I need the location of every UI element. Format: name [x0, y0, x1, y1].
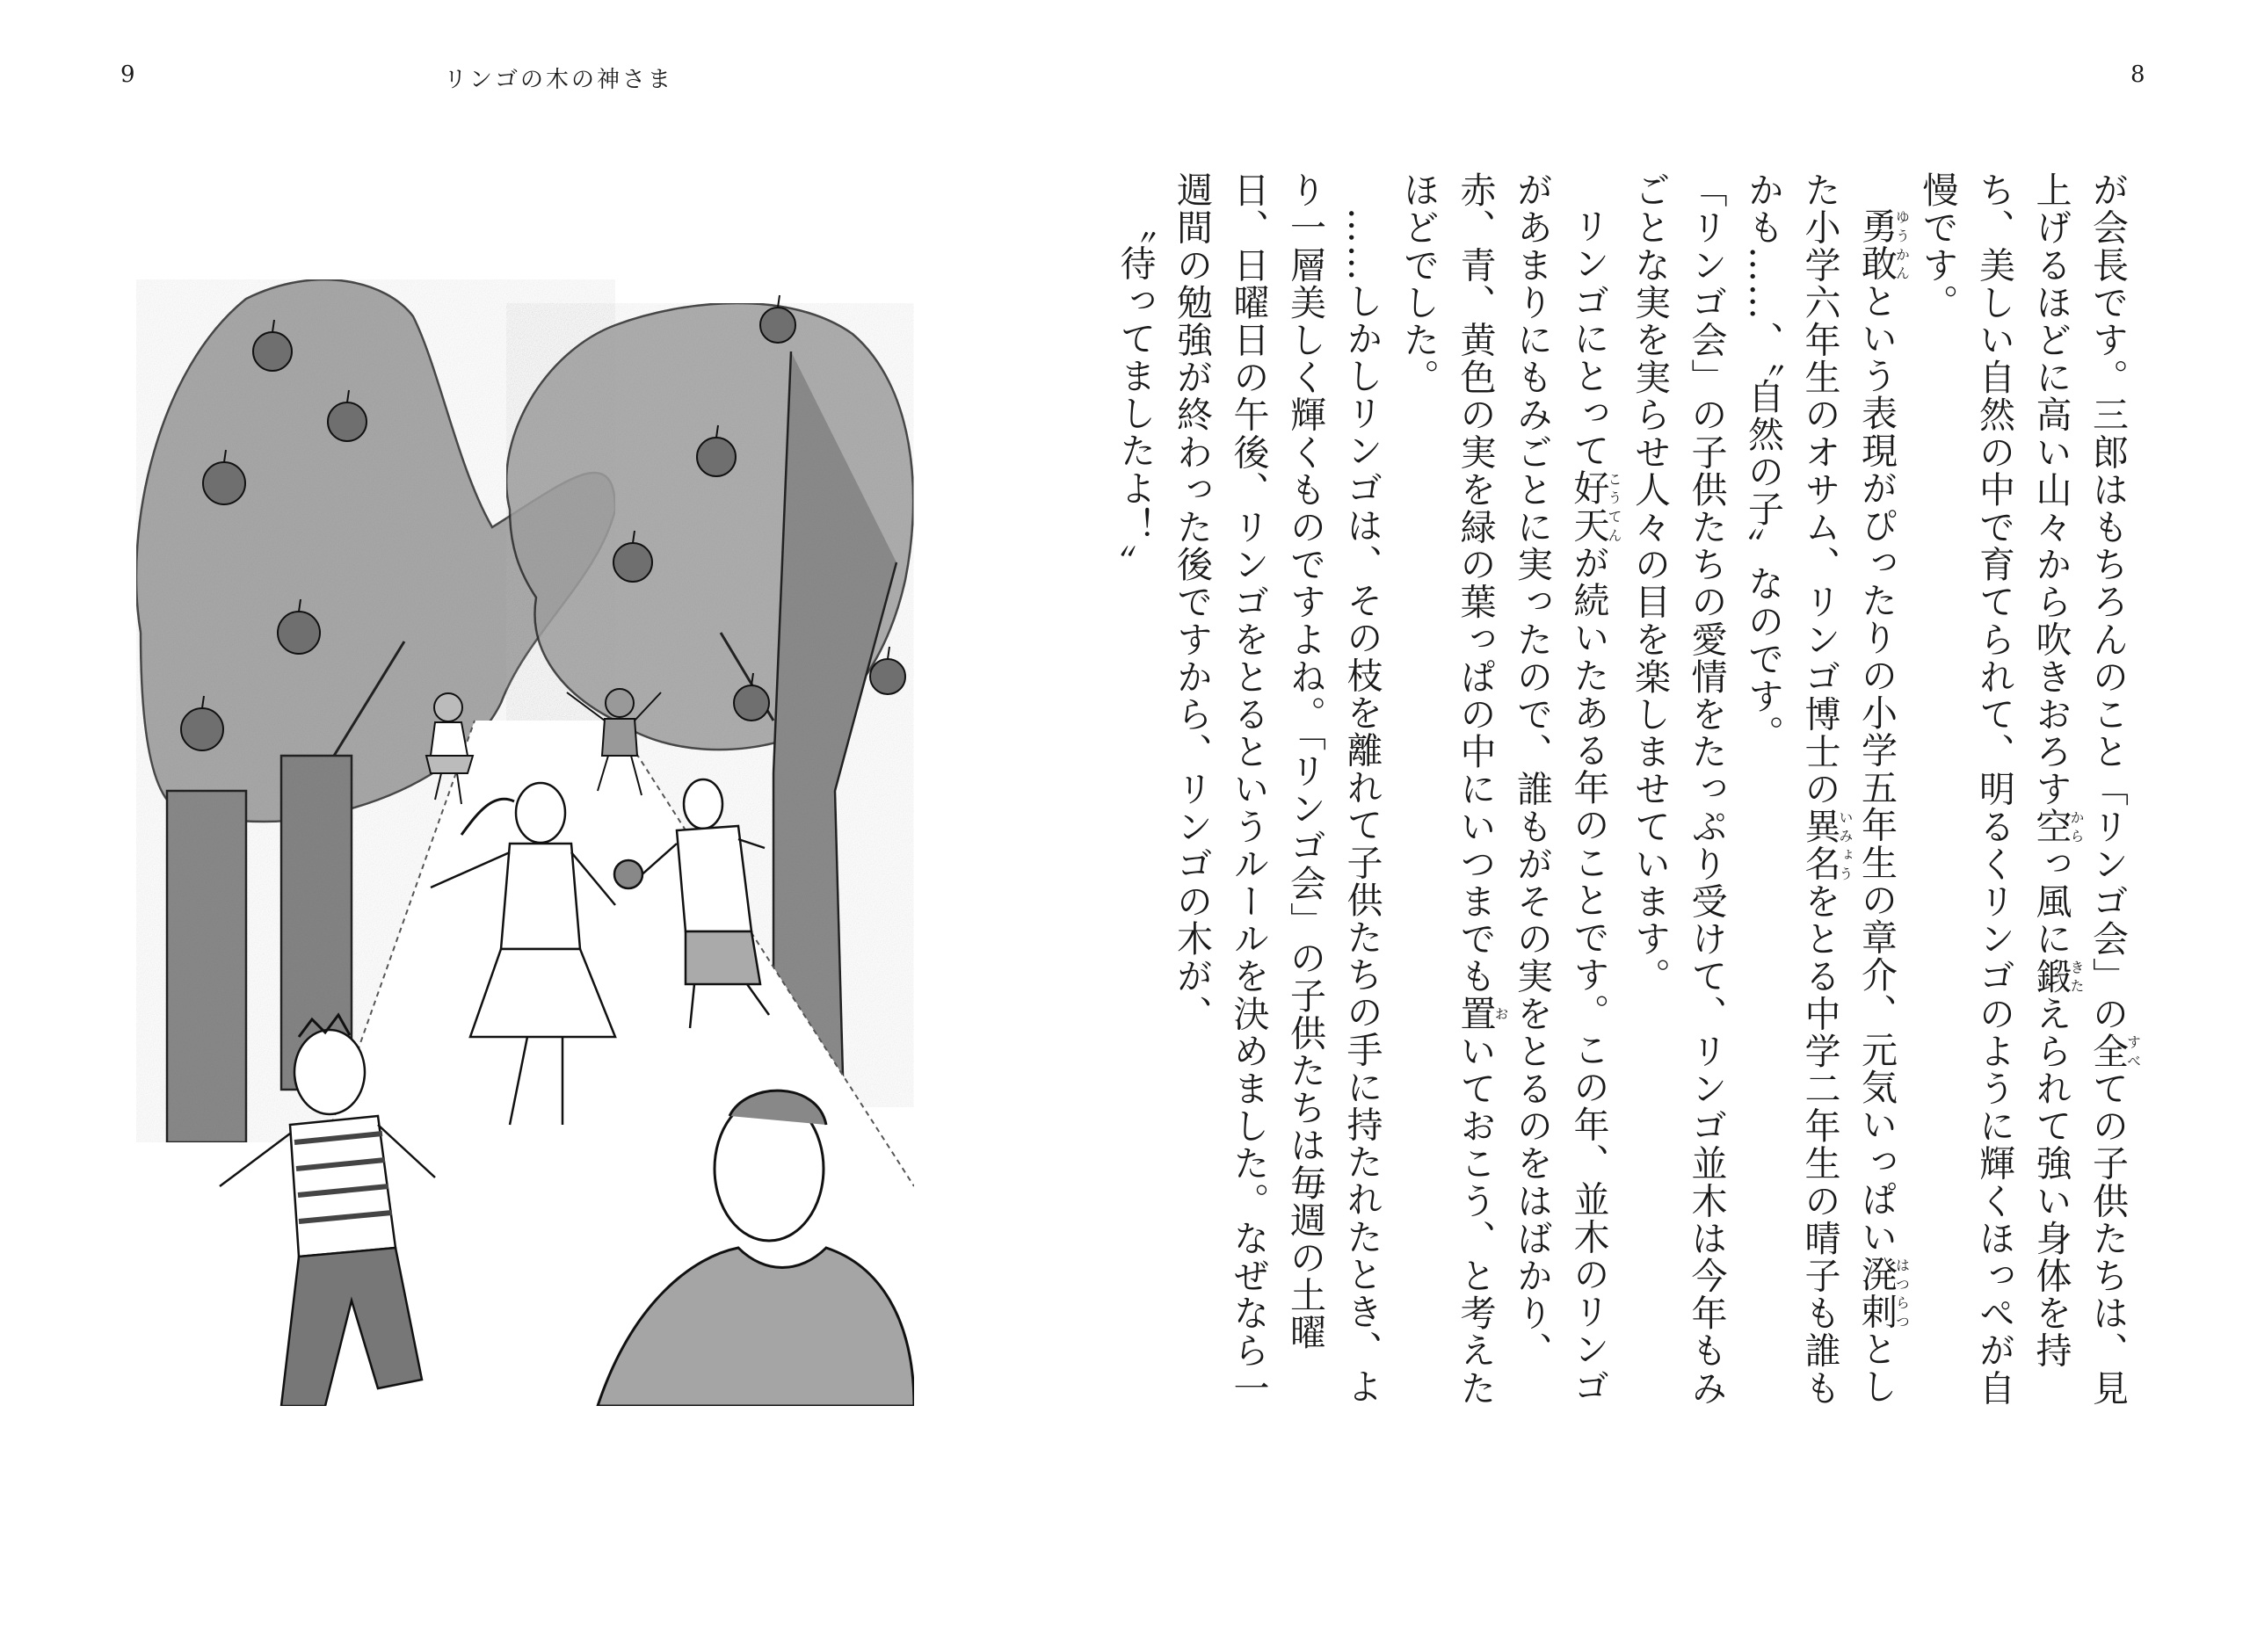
page-number-left: 9 [120, 62, 135, 88]
illustration-children-apple-trees [123, 264, 914, 1406]
paragraph: が会長です。三郎はもちろんのこと「リンゴ会」の全すべての子供たちは、見上げるほどに高い山々から吹きおろす空からっ風に鍛きたえられて強い身体を持ち、美しい自然の中で育てられて、明るくリンゴのように輝くほっぺが自慢です。 [1916, 171, 2142, 1407]
paragraph: 「リンゴ会」の子供たちの愛情をたっぷり受けて、リンゴ並木は今年もみごとな実を実らせ人々の目を楽しませています。 [1629, 171, 1728, 1407]
page-number-right: 8 [2130, 62, 2145, 88]
ruby-word: 好天こうてん [1567, 469, 1622, 545]
ruby-word: 空から [2029, 808, 2085, 845]
ruby-word: 溌剌はつらつ [1855, 1255, 1911, 1331]
ruby-word: 異名いみょう [1798, 808, 1854, 883]
ruby-word: 全すべ [2087, 1032, 2142, 1070]
ruby-word: 勇敢ゆうかん [1855, 207, 1911, 283]
paragraph: 〝待ってましたよ！〟 [1114, 207, 1157, 582]
ruby-word: 置お [1454, 995, 1509, 1032]
paragraph: 勇敢ゆうかんという表現がぴったりの小学五年生の章介、元気いっぱい溌剌はつらつとした小学六年生のオサム、リンゴ博士の異名いみょうをとる中学二年生の晴子も誰もかも……、〝自然の子〟なのです。 [1742, 171, 1911, 1407]
paragraph: リンゴにとって好天こうてんが続いたある年のことです。この年、並木のリンゴがあまりにもみごとに実ったので、誰もがその実をとるのをはばかり、赤、青、黄色の実を緑の葉っぱの中にいつまでも置おいておこう、と考えたほどでした。 [1397, 171, 1622, 1407]
ruby-word: 鍛きた [2029, 957, 2085, 996]
vertical-body-text [1114, 171, 2142, 1419]
running-head: リンゴの木の神さま [444, 67, 674, 93]
paragraph: ……しかしリンゴは、その枝を離れて子供たちの手に持たれたとき、より一層美しく輝くものですよね。「リンゴ会」の子供たちは毎週の土曜日、日曜日の午後、リンゴをとるというルールを決めました。なぜなら一週間の勉強が終わった後ですから、リンゴの木が、 [1171, 171, 1383, 1407]
